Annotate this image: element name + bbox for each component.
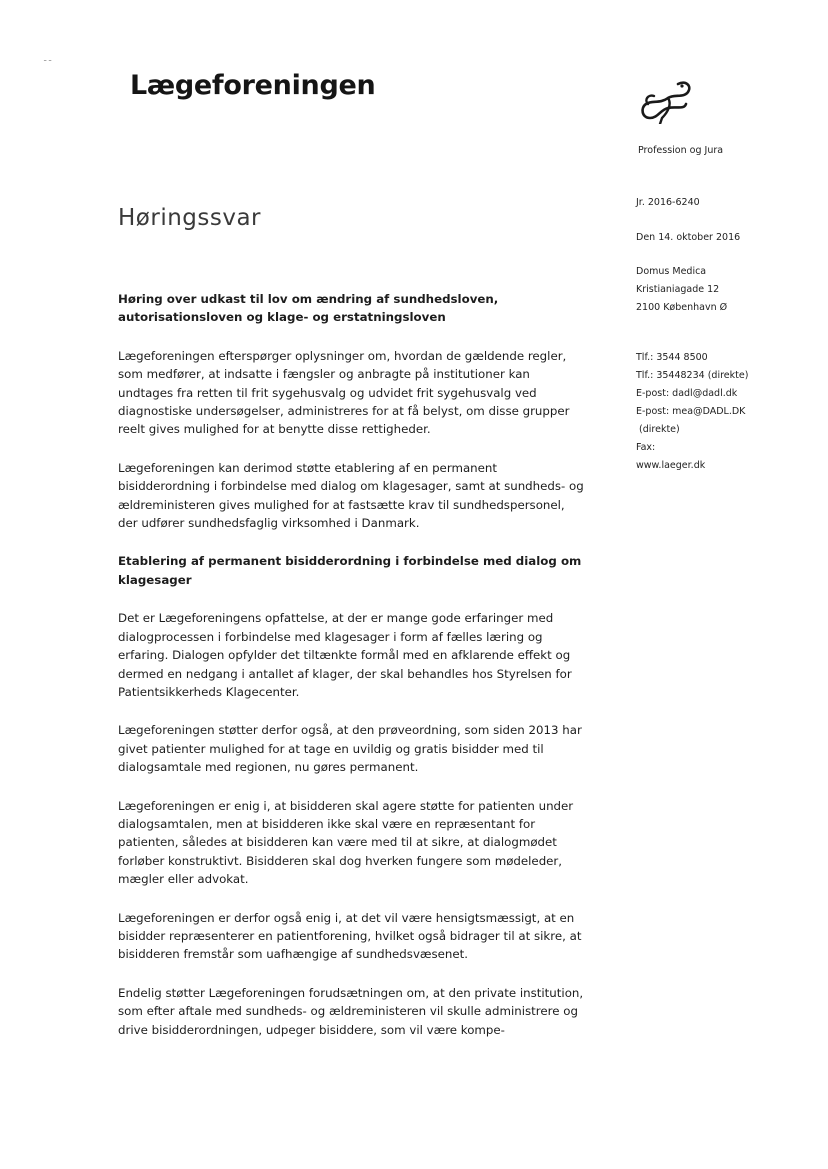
address-line: 2100 København Ø [636, 302, 728, 313]
paragraph: Lægeforeningen efterspørger oplysninger om, hvordan de gældende regler, som medfører, at indsatte i fængsler og anbragte på institutioner kan undtages fra retten til frit sygehusvalg og udvidet frit sygehusvalg ved diagnostiske undersøgelser, administreres for at få belyst, om disse grupper reelt gives mulighed for at benytte disse rettigheder. [118, 348, 570, 437]
org-logo-text: Lægeforeningen [130, 70, 376, 101]
scan-mark: ـ ـ [44, 54, 52, 63]
paragraph: Lægeforeningen er derfor også enig i, at det vil være hensigtsmæssigt, at en bisidder repræsenterer en patientforening, hvilket også bidrager til at sikre, at bisidderen fremstår som uafhængige af sundhedsvæsenet. [118, 910, 582, 962]
fax: Fax: [636, 442, 656, 453]
email-direct-note: (direkte) [636, 424, 680, 435]
paragraph: Lægeforeningen er enig i, at bisidderen skal agere støtte for patienten under dialogsamtalen, men at bisidderen ikke skal være en repræsentant for patienten, således at bisidderen kan være med til at sikre, at dialogmødet forløber konstruktivt. Bisidderen skal dog hverken fungere som mødeleder, mægler eller advokat. [118, 798, 574, 887]
address-line: Domus Medica [636, 266, 707, 277]
phone-main: Tlf.: 3544 8500 [636, 352, 708, 363]
email-direct: E-post: mea@DADL.DK [636, 406, 746, 417]
section-heading: Etablering af permanent bisidderordning i forbindelse med dialog om klagesager [118, 554, 582, 587]
phone-direct: Tlf.: 35448234 (direkte) [636, 370, 749, 381]
document-title: Høringssvar [118, 205, 262, 231]
address-block [636, 263, 727, 317]
website-link[interactable]: www.laeger.dk [636, 460, 706, 471]
contact-block [636, 349, 748, 475]
department-label: Profession og Jura [638, 145, 724, 156]
letter-body [118, 290, 588, 1059]
section-heading: Høring over udkast til lov om ændring af sundhedsloven, autorisationsloven og klage- og erstatningsloven [118, 292, 499, 325]
journal-number: Jr. 2016-6240 [636, 197, 700, 208]
email-main: E-post: dadl@dadl.dk [636, 388, 738, 399]
address-line: Kristianiagade 12 [636, 284, 720, 295]
document-date: Den 14. oktober 2016 [636, 232, 741, 243]
paragraph: Lægeforeningen kan derimod støtte etablering af en permanent bisidderordning i forbindelse med dialog om klagesager, samt at sundheds- og ældreministeren gives mulighed for at fastsætte krav til sundhedspersonel, der udfører sundhedsfaglig virksomhed i Danmark. [118, 460, 584, 531]
paragraph: Endelig støtter Lægeforeningen forudsætningen om, at den private institution, som efter aftale med sundheds- og ældreministeren vil skulle administrere og drive bisidderordningen, udpeger bisiddere, som vil være kompe- [118, 985, 584, 1037]
paragraph: Det er Lægeforeningens opfattelse, at der er mange gode erfaringer med dialogprocessen i forbindelse med klagesager i form af fælles læring og erfaring. Dialogen opfylder det tiltænkte formål med en afklarende effekt og dermed en nedgang i antallet af klager, der skal behandles hos Styrelsen for Patientsikkerheds Klagecenter. [118, 611, 572, 699]
staff-of-asclepius-icon [638, 78, 694, 124]
paragraph: Lægeforeningen støtter derfor også, at den prøveordning, som siden 2013 har givet patienter mulighed for at tage en uvildig og gratis bisidder med til dialogsamtale med regionen, nu gøres permanent. [118, 723, 582, 775]
